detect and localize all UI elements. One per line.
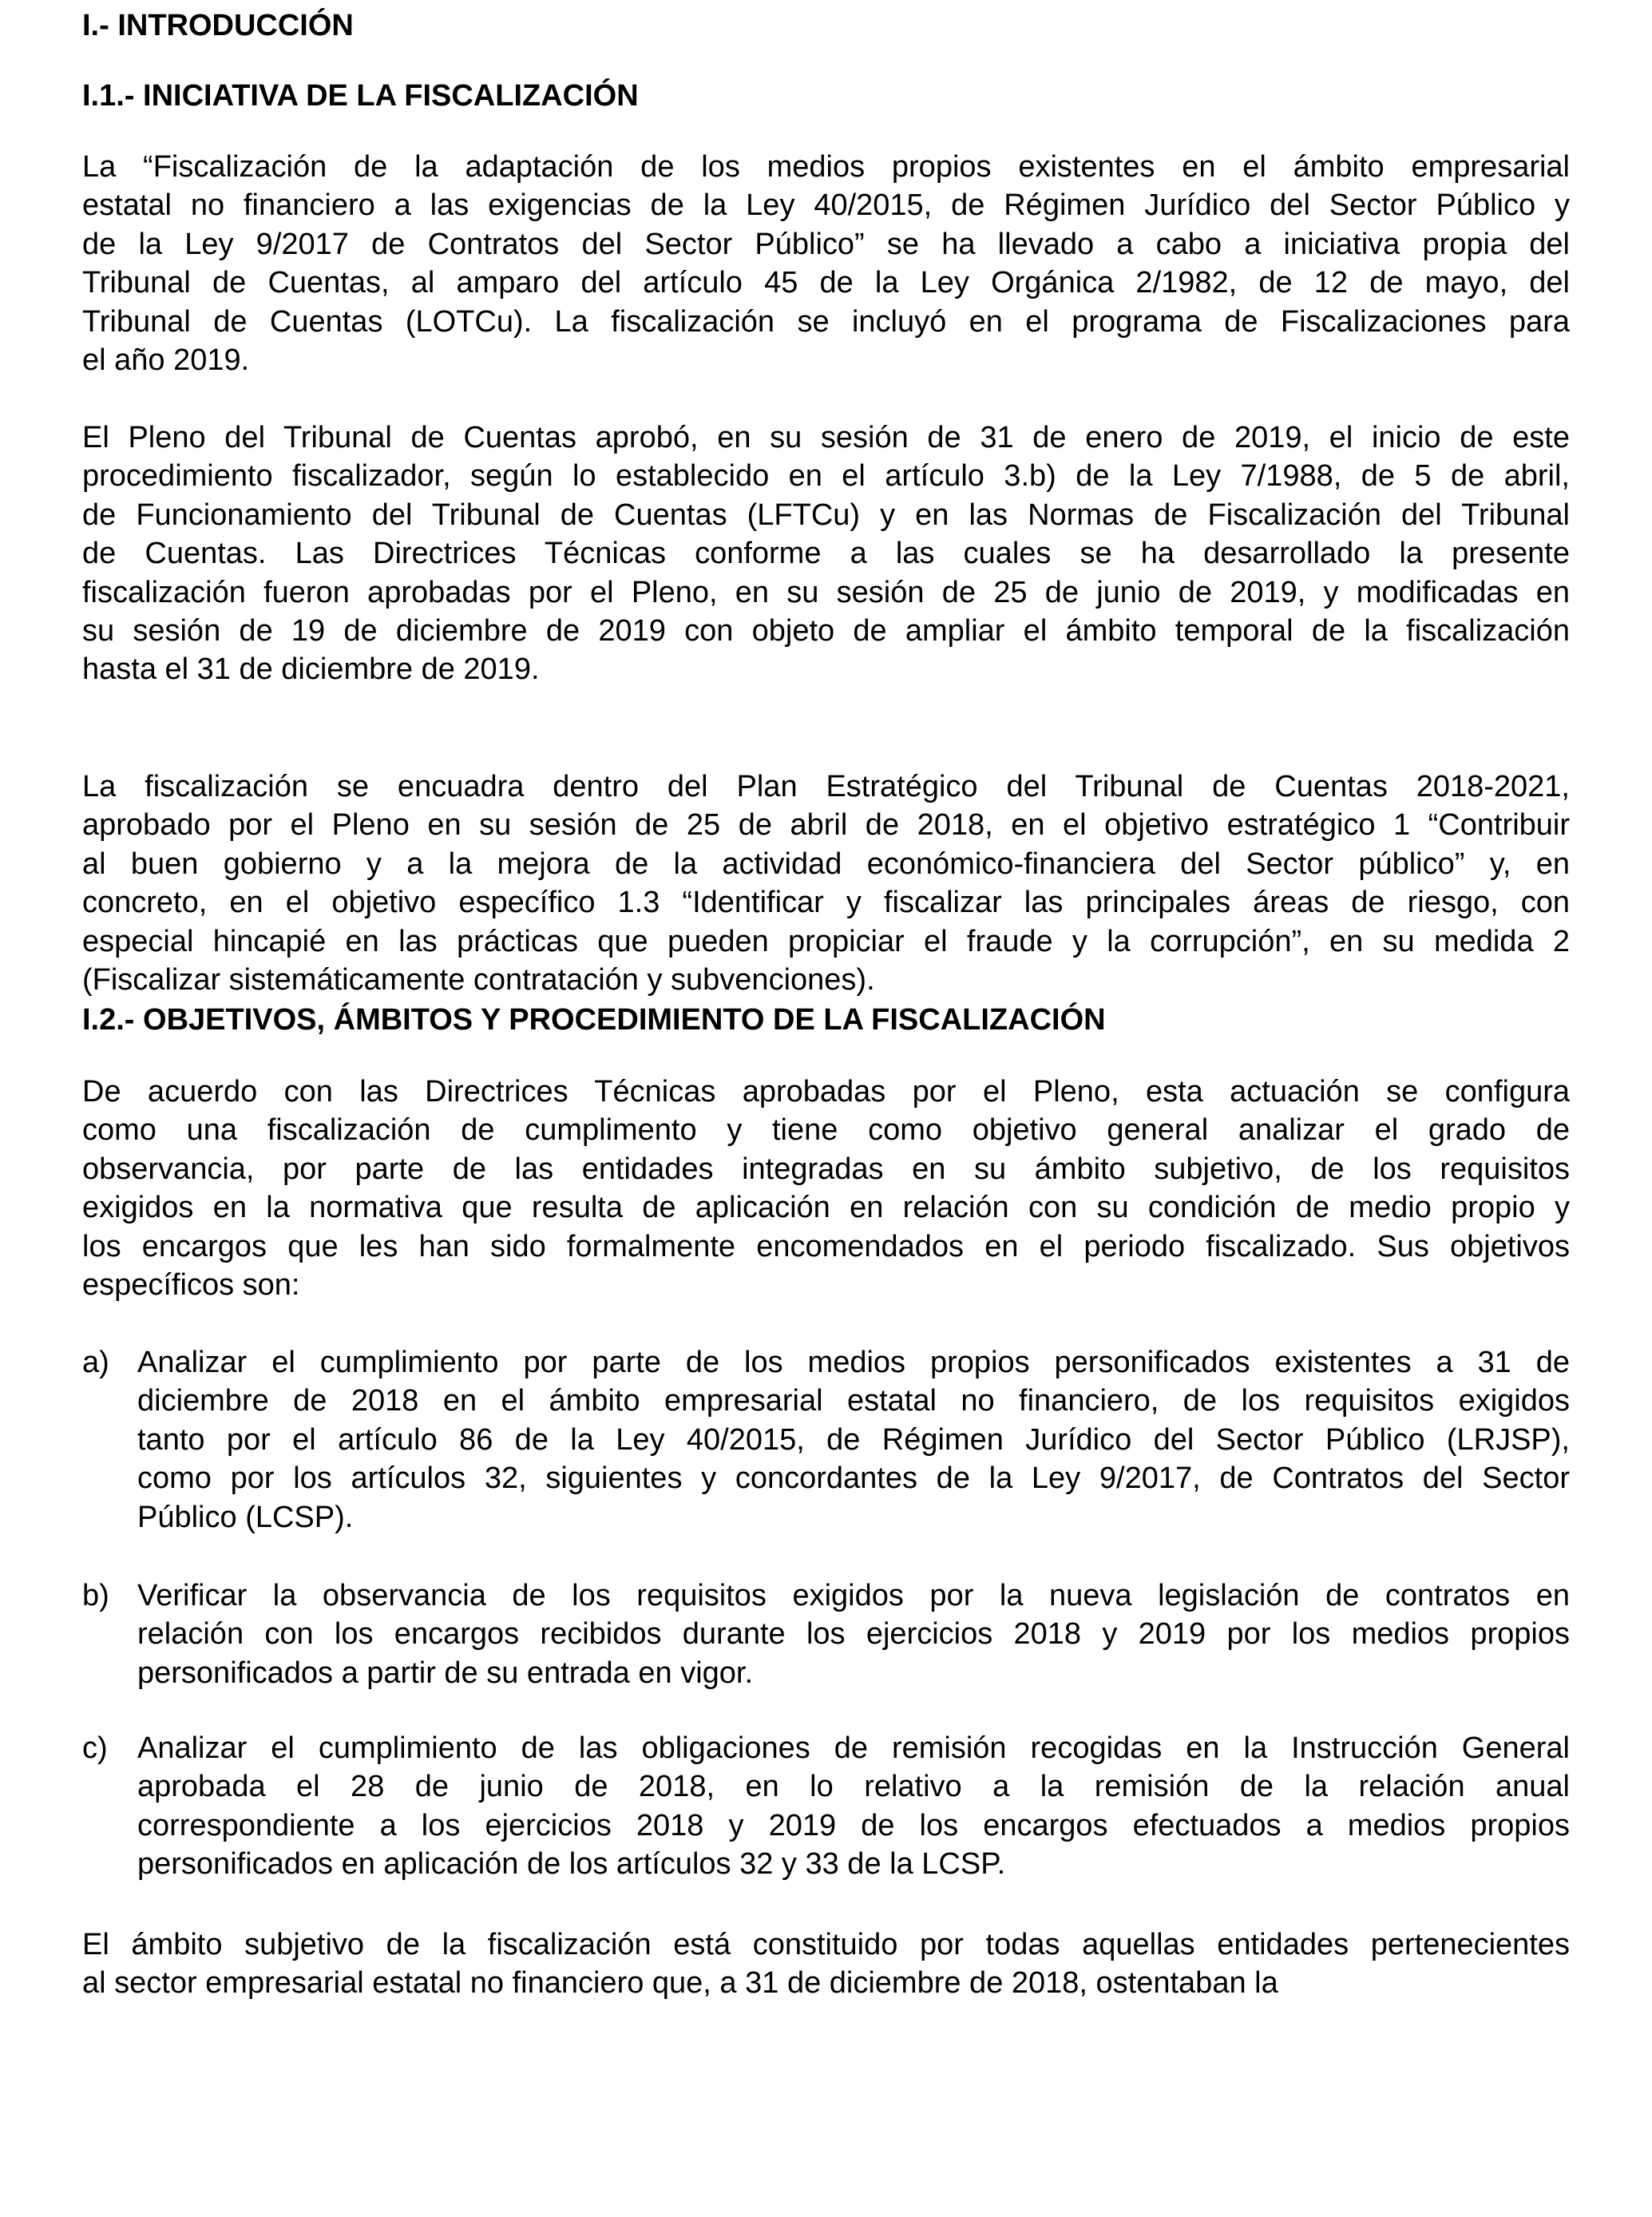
text-line: La fiscalización se encuadra dentro del Plan Estratégico del Tribunal de Cuentas 2018-2021, [82,770,1570,803]
text-line: Tribunal de Cuentas, al amparo del artículo 45 de la Ley Orgánica 2/1982, de 12 de mayo, del [82,266,1570,300]
text-line: Tribunal de Cuentas (LOTCu). La fiscalización se incluyó en el programa de Fiscalizaciones para [82,304,1570,339]
paragraph-4 [82,1073,1570,1304]
text-line: aprobado por el Pleno en su sesión de 25 de abril de 2018, en el objetivo estratégico 1 “Contribuir [82,808,1570,843]
text-line: los encargos que les han sido formalmente encomendados en el periodo fiscalizado. Sus objetivos [82,1229,1570,1263]
list-label: b) [82,1579,109,1612]
text-line: observancia, por parte de las entidades integradas en su ámbito subjetivo, de los requisitos [82,1152,1570,1186]
text-line: aprobada el 28 de junio de 2018, en lo relativo a la remisión de la relación anual [137,1770,1570,1804]
text-line: exigidos en la normativa que resulta de aplicación en relación con su condición de medio propio y [82,1191,1570,1225]
text-line: Verificar la observancia de los requisitos exigidos por la nueva legislación de contratos en [137,1579,1570,1612]
text-line: relación con los encargos recibidos durante los ejercicios 2018 y 2019 por los medios propios [137,1617,1570,1652]
text-line: (Fiscalizar sistemáticamente contratación y subvenciones). [82,963,875,997]
text-line: el año 2019. [82,343,250,378]
text-line: procedimiento fiscalizador, según lo establecido en el artículo 3.b) de la Ley 7/1988, de 5 de abril, [82,459,1570,494]
list-text [137,1729,1570,1884]
paragraph-1 [82,148,1570,379]
list-text [137,1343,1570,1537]
text-line: estatal no financiero a las exigencias de la Ley 40/2015, de Régimen Jurídico del Sector Público y [82,188,1570,223]
text-line: concreto, en el objetivo específico 1.3 “Identificar y fiscalizar las principales áreas de riesgo, con [82,886,1570,920]
text-line: especial hincapié en las prácticas que pueden propiciar el fraude y la corrupción”, en su medida 2 [82,924,1570,958]
text-line: hasta el 31 de diciembre de 2019. [82,652,540,687]
text-line: personificados a partir de su entrada en vigor. [137,1656,754,1690]
text-line: tanto por el artículo 86 de la Ley 40/2015, de Régimen Jurídico del Sector Público (LRJSP), [137,1422,1570,1457]
heading-introduccion: I.- INTRODUCCIÓN [82,9,354,42]
text-line: El Pleno del Tribunal de Cuentas aprobó, en su sesión de 31 de enero de 2019, el inicio de este [82,421,1570,454]
text-line: El ámbito subjetivo de la fiscalización está constituido por todas aquellas entidades pertenecientes [82,1928,1570,1961]
text-line: correspondiente a los ejercicios 2018 y 2019 de los encargos efectuados a medios propios [137,1808,1570,1842]
heading-iniciativa: I.1.- INICIATIVA DE LA FISCALIZACIÓN [82,79,639,113]
text-line: De acuerdo con las Directrices Técnicas aprobadas por el Pleno, esta actuación se configura [82,1075,1570,1108]
text-line: de Cuentas. Las Directrices Técnicas conforme a las cuales se ha desarrollado la presente [82,537,1570,571]
text-line: de Funcionamiento del Tribunal de Cuentas (LFTCu) y en las Normas de Fiscalización del Tribunal [82,498,1570,532]
list-label: c) [82,1731,108,1765]
text-line: La “Fiscalización de la adaptación de los medios propios existentes en el ámbito empresarial [82,150,1570,184]
text-line: Público (LCSP). [137,1500,354,1534]
paragraph-5 [82,1925,1570,2003]
text-line: específicos son: [82,1268,300,1303]
text-line: Analizar el cumplimiento de las obligaciones de remisión recogidas en la Instrucción General [137,1731,1570,1765]
list-label: a) [82,1346,109,1379]
text-line: su sesión de 19 de diciembre de 2019 con objeto de ampliar el ámbito temporal de la fiscalización [82,614,1570,648]
paragraph-3 [82,767,1570,999]
text-line: de la Ley 9/2017 de Contratos del Sector Público” se ha llevado a cabo a iniciativa propia del [82,227,1570,261]
text-line: personificados en aplicación de los artículos 32 y 33 de la LCSP. [137,1847,1006,1882]
text-line: Analizar el cumplimiento por parte de los medios propios personificados existentes a 31 de [137,1346,1570,1379]
list-text [137,1576,1570,1692]
text-line: como por los artículos 32, siguientes y concordantes de la Ley 9/2017, de Contratos del Sector [137,1461,1570,1496]
text-line: fiscalización fueron aprobadas por el Pleno, en su sesión de 25 de junio de 2019, y modificadas en [82,575,1570,609]
text-line: al sector empresarial estatal no financiero que, a 31 de diciembre de 2018, ostentaban la [82,1966,1278,2001]
paragraph-2 [82,418,1570,689]
heading-objetivos: I.2.- OBJETIVOS, ÁMBITOS Y PROCEDIMIENTO DE LA FISCALIZACIÓN [82,1003,1106,1037]
text-line: como una fiscalización de cumplimento y tiene como objetivo general analizar el grado de [82,1113,1570,1148]
text-line: diciembre de 2018 en el ámbito empresarial estatal no financiero, de los requisitos exigidos [137,1384,1570,1418]
text-line: al buen gobierno y a la mejora de la actividad económico-financiera del Sector público” y, en [82,847,1570,881]
